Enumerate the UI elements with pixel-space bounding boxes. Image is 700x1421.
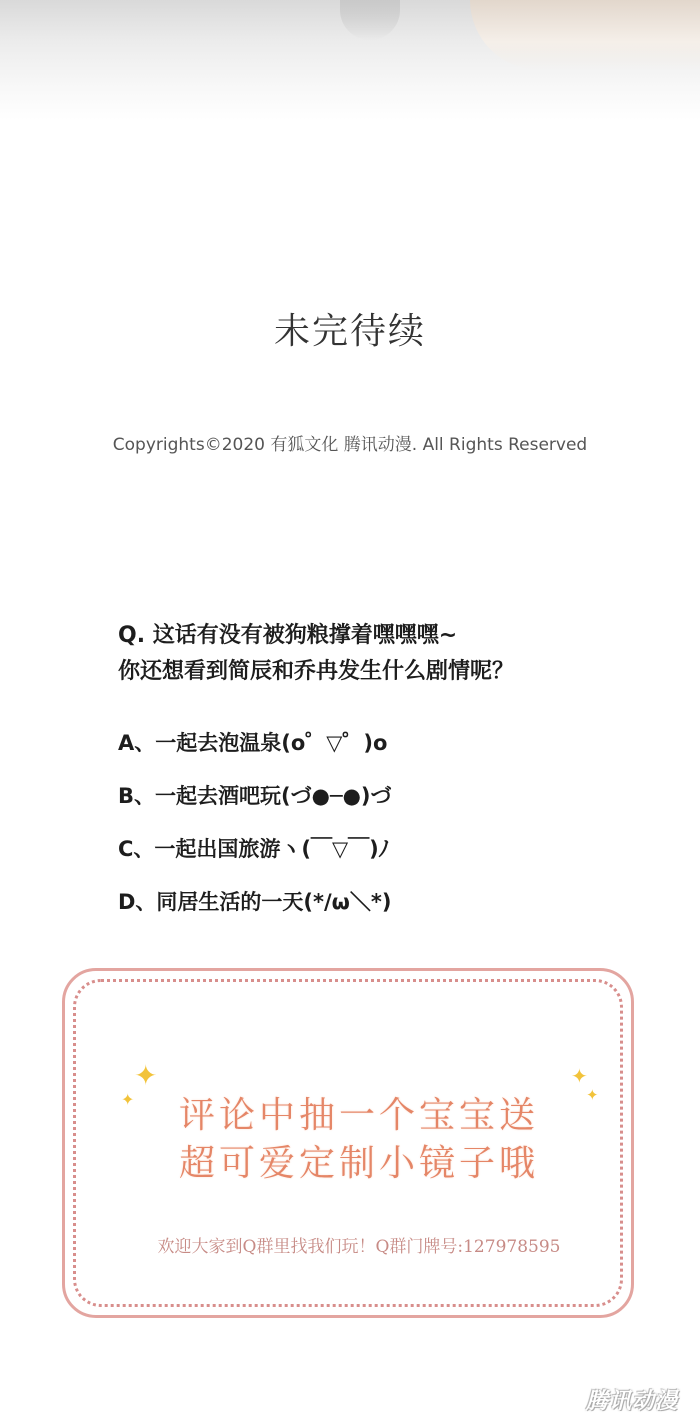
qq-group-invite: 欢迎大家到Q群里找我们玩！Q群门牌号:127978595 [157, 1237, 561, 1257]
giveaway-line-2: 超可爱定制小镜子哦 [178, 1143, 539, 1184]
option-a: A、一起去泡温泉(o゜▽゜)o [118, 731, 388, 755]
option-c: C、一起出国旅游ヽ(￣▽￣)ﾉ [118, 837, 390, 861]
question-line-2: 你还想看到简辰和乔冉发生什么剧情呢？ [118, 659, 515, 684]
sparkle-icon: ✦ [586, 1086, 599, 1104]
giveaway-line-1: 评论中抽一个宝宝送 [178, 1095, 539, 1136]
dotted-inner-border [73, 979, 623, 1307]
giveaway-card [62, 968, 634, 1318]
answer-options [118, 728, 678, 940]
platform-watermark-logo: 腾讯动漫 [585, 1389, 678, 1414]
comic-panel-bottom-edge [0, 0, 700, 120]
sparkle-icon: ✦ [134, 1059, 158, 1092]
panel-art-fragment [470, 0, 700, 70]
reader-question [118, 618, 678, 690]
option-d: D、同居生活的一天(*/ω＼*) [118, 890, 392, 914]
copyright-notice: Copyrights©2020 有狐文化 腾讯动漫. All Rights Reserved [112, 435, 588, 455]
giveaway-text [76, 1092, 642, 1188]
sparkle-icon: ✦ [121, 1090, 135, 1109]
sparkle-icon: ✦ [571, 1064, 588, 1088]
to-be-continued-title: 未完待续 [273, 311, 426, 352]
question-line-1: Q. 这话有没有被狗粮撑着嘿嘿嘿~ [118, 623, 458, 648]
panel-art-fragment [340, 0, 400, 40]
option-b: B、一起去酒吧玩(づ●─●)づ [118, 784, 392, 808]
